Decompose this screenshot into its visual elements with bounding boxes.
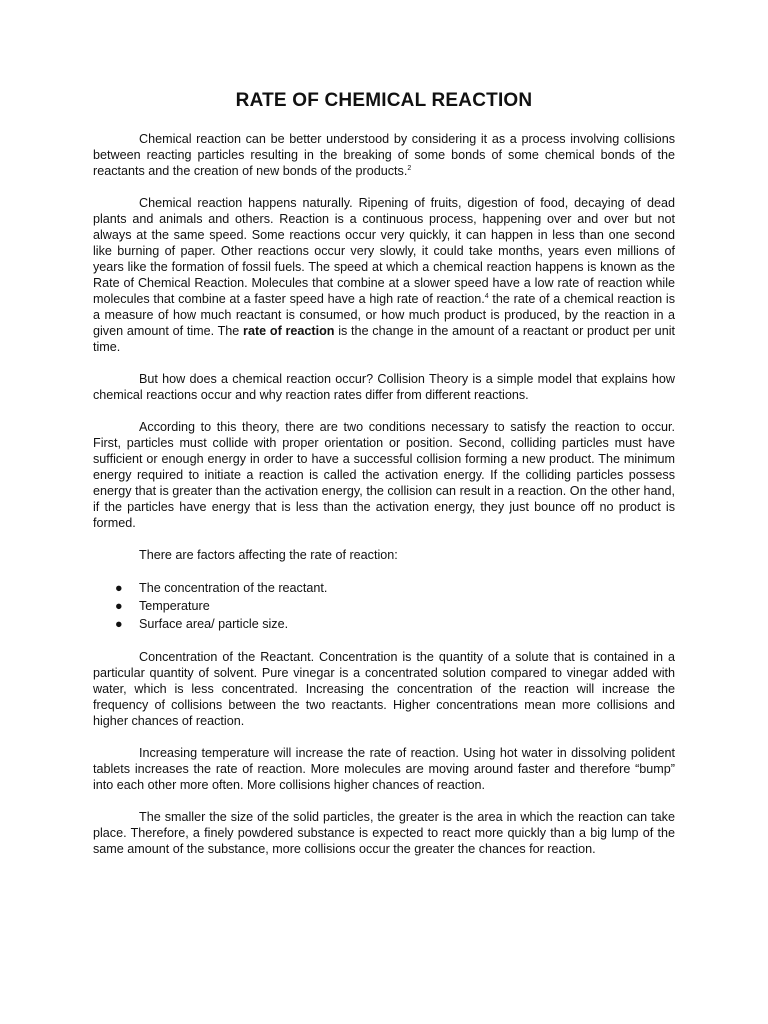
list-item-text: Temperature — [139, 599, 210, 613]
paragraph-conditions: According to this theory, there are two conditions necessary to satisfy the reaction to occur. First, particles must collide with proper orientation or position. Second, colliding particles must have sufficient or enough energy in order to have a successful collision forming a new product. The minimum energy required to initiate a reaction is called the activation energy. If the colliding particles possess energy that is greater than the activation energy, the collision can result in a reaction. On the other hand, if the particles have energy that is less than the activation energy, they just bounce off no product is formed. — [93, 420, 675, 530]
paragraph-rate-definition — [93, 195, 675, 355]
bullet-icon: ● — [115, 599, 123, 613]
bullet-icon: ● — [115, 581, 123, 595]
footnote-ref: 4 — [484, 293, 489, 300]
factors-list — [93, 579, 675, 633]
list-item — [93, 615, 675, 633]
list-item — [93, 579, 675, 597]
bold-term-rate-of-reaction: rate of reaction — [243, 324, 335, 338]
paragraph-rate-text-2: the rate of a chemical reaction is a measure of how much reactant is consumed, or how much product is produced, by the reaction in a given amount of time. The — [93, 292, 675, 338]
bullet-icon: ● — [115, 617, 123, 631]
list-item-text: Surface area/ particle size. — [139, 617, 289, 631]
paragraph-concentration: Concentration of the Reactant. Concentration is the quantity of a solute that is contained in a particular quantity of solvent. Pure vinegar is a concentrated solution compared to vinegar added with water, which is less concentrated. Increasing the concentration of the reaction will increase the frequency of collisions between the two reactants. Higher concentrations mean more collisions and higher chances of reaction. — [93, 650, 675, 728]
list-item — [93, 597, 675, 615]
paragraph-intro-text: Chemical reaction can be better understood by considering it as a process involving collisions between reacting particles resulting in the breaking of some bonds of some chemical bonds of the reactants and the creation of new bonds of the products. — [93, 132, 675, 178]
paragraph-rate-text-3: is the change in the amount of a reactant or product per unit time. — [93, 324, 675, 354]
paragraph-intro — [93, 131, 675, 179]
paragraph-surface-area: The smaller the size of the solid particles, the greater is the area in which the reaction can take place. Therefore, a finely powdered substance is expected to react more quickly than a big lump of the same amount of the substance, more collisions occur the greater the chances for reaction. — [93, 810, 675, 856]
list-item-text: The concentration of the reactant. — [139, 581, 328, 595]
document-body — [93, 131, 675, 873]
document-title: RATE OF CHEMICAL REACTION — [235, 90, 533, 111]
footnote-ref: 2 — [407, 165, 412, 172]
paragraph-temperature: Increasing temperature will increase the rate of reaction. Using hot water in dissolving polident tablets increases the rate of reaction. More molecules are moving around faster and therefore “bump” into each other more often. More collisions higher chances of reaction. — [93, 746, 675, 792]
paragraph-rate-text-1: Chemical reaction happens naturally. Ripening of fruits, digestion of food, decaying of dead plants and animals and others. Reaction is a continuous process, happening over and over but not always at the same speed. Some reactions occur very quickly, it can happen in less than one second like burning of paper. Other reactions occur very slowly, it could take months, years even millions of years like the formation of fossil fuels. The speed at which a chemical reaction happens is known as the Rate of Chemical Reaction. Molecules that combine at a slower speed have a low rate of reaction while molecules that combine at a faster speed have a high rate of reaction. — [93, 196, 675, 306]
paragraph-factors-intro: There are factors affecting the rate of reaction: — [139, 548, 398, 562]
paragraph-collision-theory: But how does a chemical reaction occur? Collision Theory is a simple model that explains how chemical reactions occur and why reaction rates differ from different reactions. — [93, 372, 675, 402]
